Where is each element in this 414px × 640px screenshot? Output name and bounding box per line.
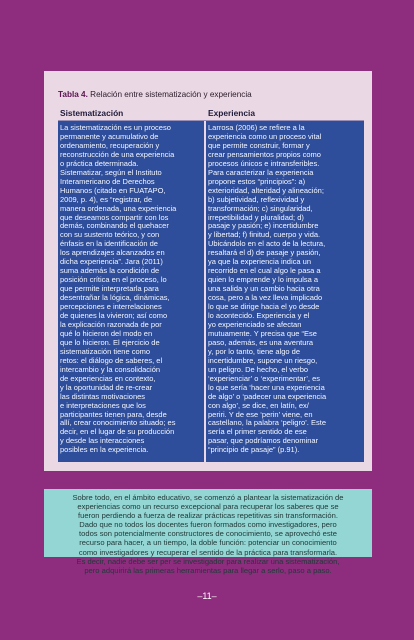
table-caption-text: Relación entre sistematización y experiencia <box>87 90 252 99</box>
table-caption <box>58 90 252 99</box>
table-cell-sistematizacion: La sistematización es un proceso permanente y acumulativo de ordenamiento, recuperación y reconstrucción de una experiencia o práctica determinada. Sistematizar, según el Instituto Interamericano de Derechos Humanos (citado en FUATAPO, 2009, p. 4), es “registrar, de manera ordenada, una experiencia que deseamos compartir con los demás, combinando el quehacer con su sustento teórico, y con énfasis en la identificación de los aprendizajes alcanzados en dicha experiencia”. Jara (2011) suma además la condición de posición crítica en el proceso, lo que permite interpretarla para desentrañar la lógica, dinámicas, percepciones e interrelaciones de quienes la vivieron; así como la explicación razonada de por qué lo hicieron del modo en que lo hicieron. El ejercicio de sistematización tiene como retos: el diálogo de saberes, el intercambio y la consolidación de experiencias en contexto, y la oportunidad de re-crear las distintas motivaciones e interpretaciones que los participantes tienen para, desde allí, crear conocimiento situado; es decir, en el lugar de su producción y desde las interacciones posibles en la experiencia. <box>60 123 177 455</box>
table-caption-label: Tabla 4. <box>58 90 88 99</box>
table-header-row <box>58 106 364 121</box>
page-number: –11– <box>197 591 217 601</box>
note-paragraph: Sobre todo, en el ámbito educativo, se comenzó a plantear la sistematización de experiencias como un recurso excepcional para recuperar los saberes que se fueron perdiendo a fuerza de realizar prácticas repetitivas sin transformación. Dado que no todos los docentes fueron formados como investigadores, pero todos son potencialmente constructores de conocimiento, se aprovechó este recurso para hacer, a un tiempo, la doble función: potenciar un conocimiento como investigadores y recuperar el sentido de la práctica para transformarla. Es decir, nadie debe ser per se investigador para realizar una sistematización, pero adquirirá las primeras herramientas para llegar a serlo, paso a paso. <box>72 493 344 575</box>
header-sistematizacion: Sistematización <box>60 108 124 118</box>
header-experiencia: Experiencia <box>208 108 256 118</box>
table-cell-experiencia: Larrosa (2006) se refiere a la experiencia como un proceso vital que permite construir, formar y crear pensamientos propios como procesos únicos e intransferibles. Para caracterizar la experiencia propone estos “principios”: a) exterioridad, alteridad y alineación; b) subjetividad, reflexividad y transformación; c) singularidad, irrepetibilidad y pluralidad; d) pasaje y pasión; e) incertidumbre y libertad; f) finitud, cuerpo y vida. Ubicándolo en el acto de la lectura, resaltará el d) de pasaje y pasión, ya que la experiencia indica un recorrido en el cual algo le pasa a quien lo emprende y lo impulsa a una salida y un cambio hacia otra cosa, pero a la vez lleva implicado lo que se dirige hacia el yo desde lo acontecido. Experiencia y el yo experienciado se afectan mutuamente. Y precisa que “Ese paso, además, es una aventura y, por lo tanto, tiene algo de incertidumbre, supone un riesgo, un peligro. De hecho, el verbo ‘experienciar’ o ‘experimentar’, es lo que sería ‘hacer una experiencia de algo’ o ‘padecer una experiencia con algo’, se dice, en latín, ex/ periri. Y de ese ‘perin’ viene, en castellano, la palabra ‘peligro’. Este sería el primer sentido de ese pasar, que podríamos denominar “principio de pasaje” (p.91). <box>208 123 327 455</box>
